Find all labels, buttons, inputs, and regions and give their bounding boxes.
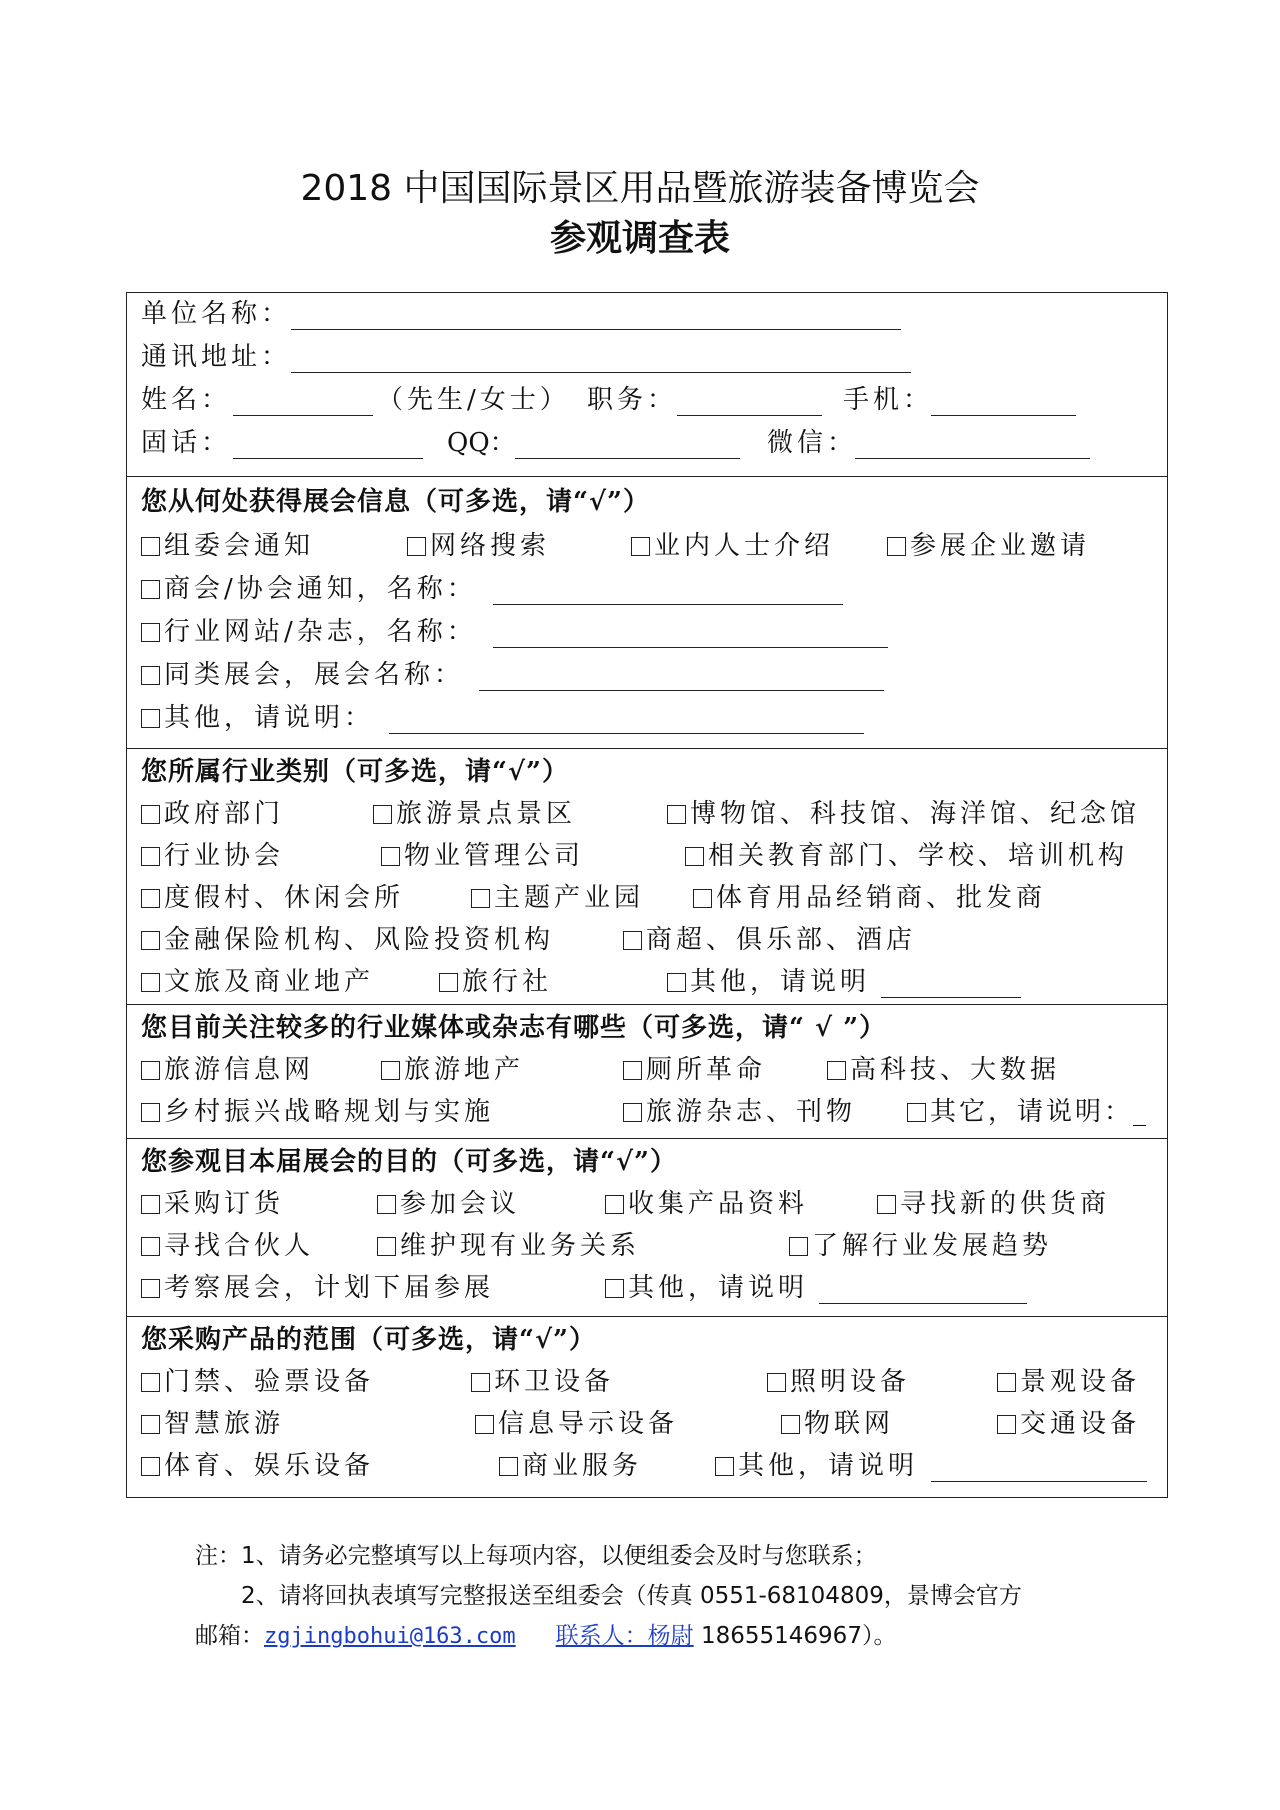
purpose-option[interactable]: 了解行业发展趋势 [789,1225,1052,1267]
phone-label: 固话： [141,428,232,458]
purpose-other-field[interactable] [819,1303,1027,1304]
media-option[interactable]: 旅游杂志、刊物 [623,1091,856,1133]
products-section [127,1317,1167,1497]
checkbox[interactable] [373,805,392,824]
source-option[interactable]: 商会/协会通知，名称： [141,568,477,610]
checkbox[interactable] [667,805,686,824]
checkbox[interactable] [789,1237,808,1256]
industry-option[interactable]: 金融保险机构、风险投资机构 [141,919,554,961]
checkbox[interactable] [377,1237,396,1256]
checkbox[interactable] [141,580,160,599]
checkbox[interactable] [141,623,160,642]
products-option[interactable]: 景观设备 [997,1361,1140,1403]
media-option[interactable]: 乡村振兴战略规划与实施 [141,1091,494,1133]
products-option[interactable]: 门禁、验票设备 [141,1361,374,1403]
industry-option[interactable]: 物业管理公司 [381,835,584,877]
contact-person-link[interactable]: 联系人：杨尉 [555,1623,694,1649]
checkbox[interactable] [827,1061,846,1080]
checkbox[interactable] [141,805,160,824]
checkbox[interactable] [767,1373,786,1392]
checkbox[interactable] [623,931,642,950]
purpose-section [127,1139,1167,1317]
industry-option[interactable]: 商超、俱乐部、酒店 [623,919,916,961]
wechat-field[interactable] [855,458,1090,459]
products-heading: 您采购产品的范围（可多选，请“√”） [141,1325,596,1355]
form-title: 2018 中国国际景区用品暨旅游装备博览会 [300,168,980,209]
qq-label: QQ： [447,428,516,458]
products-option[interactable]: 环卫设备 [471,1361,614,1403]
source-association-field[interactable] [493,604,843,605]
industry-option[interactable]: 文旅及商业地产 [141,961,374,1003]
checkbox[interactable] [877,1195,896,1214]
industry-option[interactable]: 博物馆、科技馆、海洋馆、纪念馆 [667,793,1140,835]
checkbox[interactable] [141,847,160,866]
media-option[interactable]: 旅游信息网 [141,1049,314,1091]
source-exhibition-field[interactable] [479,690,884,691]
checkbox[interactable] [141,666,160,685]
source-option[interactable]: 行业网站/杂志，名称： [141,611,477,653]
checkbox[interactable] [141,1103,160,1122]
checkbox[interactable] [141,709,160,728]
media-option[interactable]: 厕所革命 [623,1049,766,1091]
address-label: 通讯地址： [141,342,292,372]
products-option[interactable]: 交通设备 [997,1403,1140,1445]
company-label: 单位名称： [141,299,292,329]
purpose-option[interactable]: 考察展会，计划下届参展 [141,1267,494,1309]
checkbox[interactable] [141,973,160,992]
checkbox[interactable] [781,1415,800,1434]
checkbox[interactable] [693,889,712,908]
products-option[interactable]: 其他，请说明 [715,1445,918,1487]
purpose-option[interactable]: 采购订货 [141,1183,284,1225]
source-option[interactable]: 同类展会，展会名称： [141,654,464,696]
checkbox[interactable] [141,1195,160,1214]
salutation-text: （先生/女士） [377,385,570,415]
checkbox[interactable] [685,847,704,866]
products-option[interactable]: 体育、娱乐设备 [141,1445,374,1487]
contact-phone: 18655146967）。 [693,1623,897,1649]
checkbox[interactable] [141,1457,160,1476]
source-option[interactable]: 参展企业邀请 [887,525,1090,567]
products-option[interactable]: 信息导示设备 [475,1403,678,1445]
checkbox[interactable] [141,1415,160,1434]
checkbox[interactable] [471,1373,490,1392]
checkbox[interactable] [381,847,400,866]
source-heading: 您从何处获得展会信息（可多选，请“√”） [141,487,650,517]
checkbox[interactable] [667,973,686,992]
industry-other-field[interactable] [881,997,1021,998]
purpose-option[interactable]: 其他，请说明 [605,1267,808,1309]
checkbox[interactable] [997,1373,1016,1392]
industry-option[interactable]: 其他，请说明 [667,961,870,1003]
checkbox[interactable] [997,1415,1016,1434]
checkbox[interactable] [605,1279,624,1298]
checkbox[interactable] [605,1195,624,1214]
checkbox[interactable] [381,1061,400,1080]
checkbox[interactable] [623,1061,642,1080]
checkbox[interactable] [141,1373,160,1392]
industry-option[interactable]: 旅游景点景区 [373,793,576,835]
checkbox[interactable] [887,537,906,556]
company-field[interactable] [291,329,901,330]
source-option[interactable]: 其他，请说明： [141,697,374,739]
name-field[interactable] [233,415,373,416]
industry-option[interactable]: 体育用品经销商、批发商 [693,877,1046,919]
purpose-option[interactable]: 收集产品资料 [605,1183,808,1225]
survey-form [126,292,1168,1498]
media-option[interactable]: 旅游地产 [381,1049,524,1091]
checkbox[interactable] [471,889,490,908]
checkbox[interactable] [907,1103,926,1122]
checkbox[interactable] [141,1237,160,1256]
media-option[interactable]: 高科技、大数据 [827,1049,1060,1091]
source-option[interactable]: 组委会通知 [141,525,314,567]
mobile-label: 手机： [843,385,934,415]
address-field[interactable] [291,372,911,373]
checkbox[interactable] [499,1457,518,1476]
industry-option[interactable]: 旅行社 [439,961,552,1003]
email-link[interactable]: zgjingbohui@163.com [264,1624,516,1649]
email-label: 邮箱： [195,1623,264,1649]
checkbox[interactable] [407,537,426,556]
industry-option[interactable]: 行业协会 [141,835,284,877]
source-option[interactable]: 网络搜索 [407,525,550,567]
source-section [127,477,1167,749]
checkbox[interactable] [439,973,458,992]
industry-option[interactable]: 主题产业园 [471,877,644,919]
checkbox[interactable] [141,931,160,950]
note-3 [195,1616,896,1656]
purpose-option[interactable]: 寻找新的供货商 [877,1183,1110,1225]
contact-section [127,293,1167,477]
purpose-heading: 您参观目本届展会的目的（可多选，请“√”） [141,1147,677,1177]
checkbox[interactable] [377,1195,396,1214]
products-other-field[interactable] [931,1481,1147,1482]
products-option[interactable]: 智慧旅游 [141,1403,284,1445]
purpose-option[interactable]: 参加会议 [377,1183,520,1225]
checkbox[interactable] [141,889,160,908]
note-2: 2、请将回执表填写完整报送至组委会（传真 0551-68104809，景博会官方 [241,1583,1022,1609]
products-option[interactable]: 物联网 [781,1403,894,1445]
media-section [127,1005,1167,1139]
source-option[interactable]: 业内人士介绍 [631,525,834,567]
checkbox[interactable] [623,1103,642,1122]
wechat-label: 微信： [767,428,858,458]
phone-field[interactable] [233,458,423,459]
mobile-field[interactable] [931,415,1076,416]
checkbox[interactable] [475,1415,494,1434]
source-other-field[interactable] [389,733,864,734]
qq-field[interactable] [515,458,740,459]
note-1: 注：1、请务必完整填写以上每项内容，以便组委会及时与您联系； [195,1543,877,1569]
checkbox[interactable] [631,537,650,556]
products-option[interactable]: 商业服务 [499,1445,642,1487]
checkbox[interactable] [141,537,160,556]
source-website-field[interactable] [493,647,888,648]
industry-option[interactable]: 相关教育部门、学校、培训机构 [685,835,1128,877]
purpose-option[interactable]: 寻找合伙人 [141,1225,314,1267]
checkbox[interactable] [715,1457,734,1476]
media-option[interactable]: 其它，请说明：_ [907,1091,1149,1133]
purpose-option[interactable]: 维护现有业务关系 [377,1225,640,1267]
checkbox[interactable] [141,1279,160,1298]
position-label: 职务： [587,385,678,415]
industry-option[interactable]: 政府部门 [141,793,284,835]
products-option[interactable]: 照明设备 [767,1361,910,1403]
name-label: 姓名： [141,385,232,415]
media-heading: 您目前关注较多的行业媒体或杂志有哪些（可多选，请“ √ ”） [141,1013,887,1043]
form-subtitle: 参观调查表 [549,218,730,259]
checkbox[interactable] [141,1061,160,1080]
industry-section [127,749,1167,1005]
industry-option[interactable]: 度假村、休闲会所 [141,877,404,919]
industry-heading: 您所属行业类别（可多选，请“√”） [141,757,569,787]
position-field[interactable] [677,415,822,416]
